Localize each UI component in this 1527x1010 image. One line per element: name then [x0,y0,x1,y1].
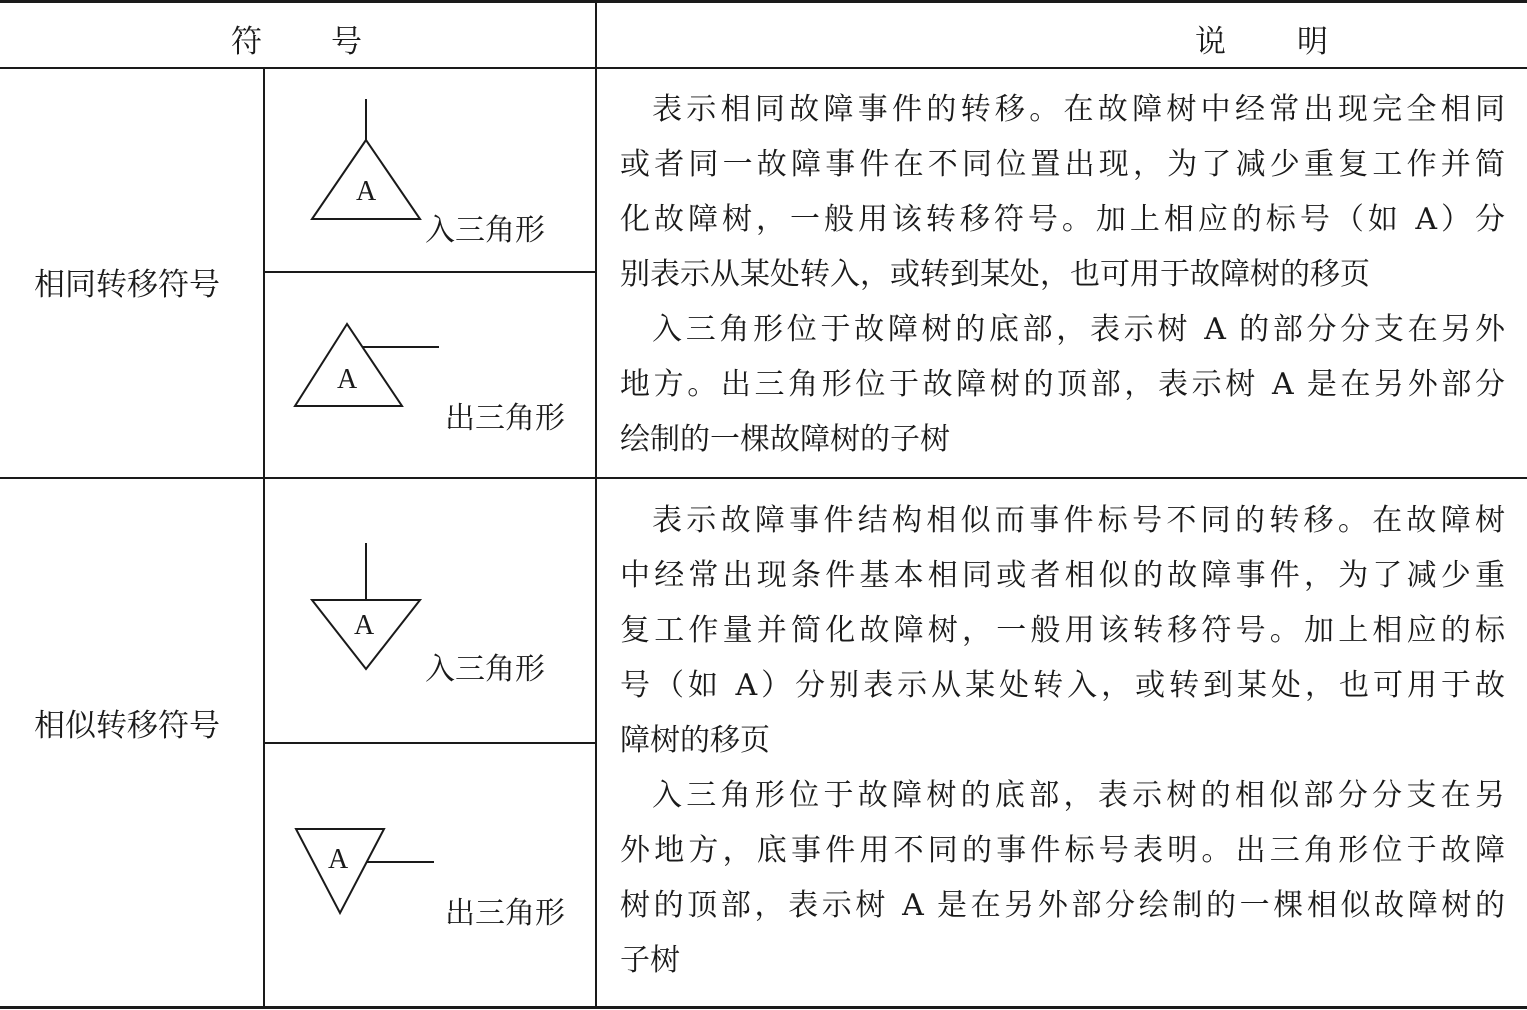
description-line: 障树的移页 [620,723,770,758]
description-line: 外地方，底事件用不同的事件标号表明。出三角形位于故障 [620,833,1505,868]
description-line: 号（如 A）分别表示从某处转入，或转到某处，也可用于故 [620,668,1505,703]
symbol-letter: A [337,364,358,395]
symbol-letter: A [328,844,349,875]
column-divider-main [595,0,597,1008]
description-line: 入三角形位于故障树的底部，表示树的相似部分分支在另 [652,778,1505,813]
description-line: 子树 [620,943,680,978]
header-bottom-rule [0,67,1527,69]
table-bottom-rule [0,1006,1527,1009]
out-triangle-label: 出三角形 [445,896,565,931]
description-line: 树的顶部，表示树 A 是在另外部分绘制的一棵相似故障树的 [620,888,1505,923]
in-triangle-icon [310,99,440,229]
header-desc-char-1: 说 [1195,24,1226,60]
description-paragraph [620,493,1505,988]
description-line: 复工作量并简化故障树，一般用该转移符号。加上相应的标 [620,613,1505,648]
symbol-letter: A [356,176,377,207]
header-symbol-char-1: 符 [231,24,262,60]
symbol-letter: A [354,610,375,641]
description-line: 别表示从某处转入，或转到某处，也可用于故障树的移页 [620,257,1370,292]
header-symbol-char-2: 号 [331,24,362,60]
description-line: 地方。出三角形位于故障树的顶部，表示树 A 是在另外部分 [620,367,1505,402]
in-triangle-label: 入三角形 [425,652,545,687]
column-divider-symbol [263,68,265,1008]
table-top-rule [0,0,1527,3]
description-line: 入三角形位于故障树的底部，表示树 A 的部分分支在另外 [652,312,1505,347]
row-divider-rule [0,477,1527,479]
category-label: 相同转移符号 [34,267,220,303]
description-line: 或者同一故障事件在不同位置出现，为了减少重复工作并简 [620,147,1505,182]
header-desc-char-2: 明 [1297,24,1328,60]
description-line: 表示故障事件结构相似而事件标号不同的转移。在故障树 [652,503,1505,538]
out-triangle-label: 出三角形 [445,401,565,436]
description-line: 化故障树，一般用该转移符号。加上相应的标号（如 A）分 [620,202,1505,237]
description-line: 中经常出现条件基本相同或者相似的故障事件，为了减少重 [620,558,1505,593]
out-triangle-icon [294,322,444,412]
description-paragraph [620,82,1505,467]
description-line: 绘制的一棵故障树的子树 [620,422,950,457]
out-inverted-triangle-icon [294,827,444,922]
symbol-split-rule-2 [264,742,596,744]
in-triangle-label: 入三角形 [425,213,545,248]
category-label: 相似转移符号 [34,708,220,744]
in-inverted-triangle-icon [310,543,440,673]
description-line: 表示相同故障事件的转移。在故障树中经常出现完全相同 [652,92,1505,127]
symbol-split-rule-1 [264,271,596,273]
